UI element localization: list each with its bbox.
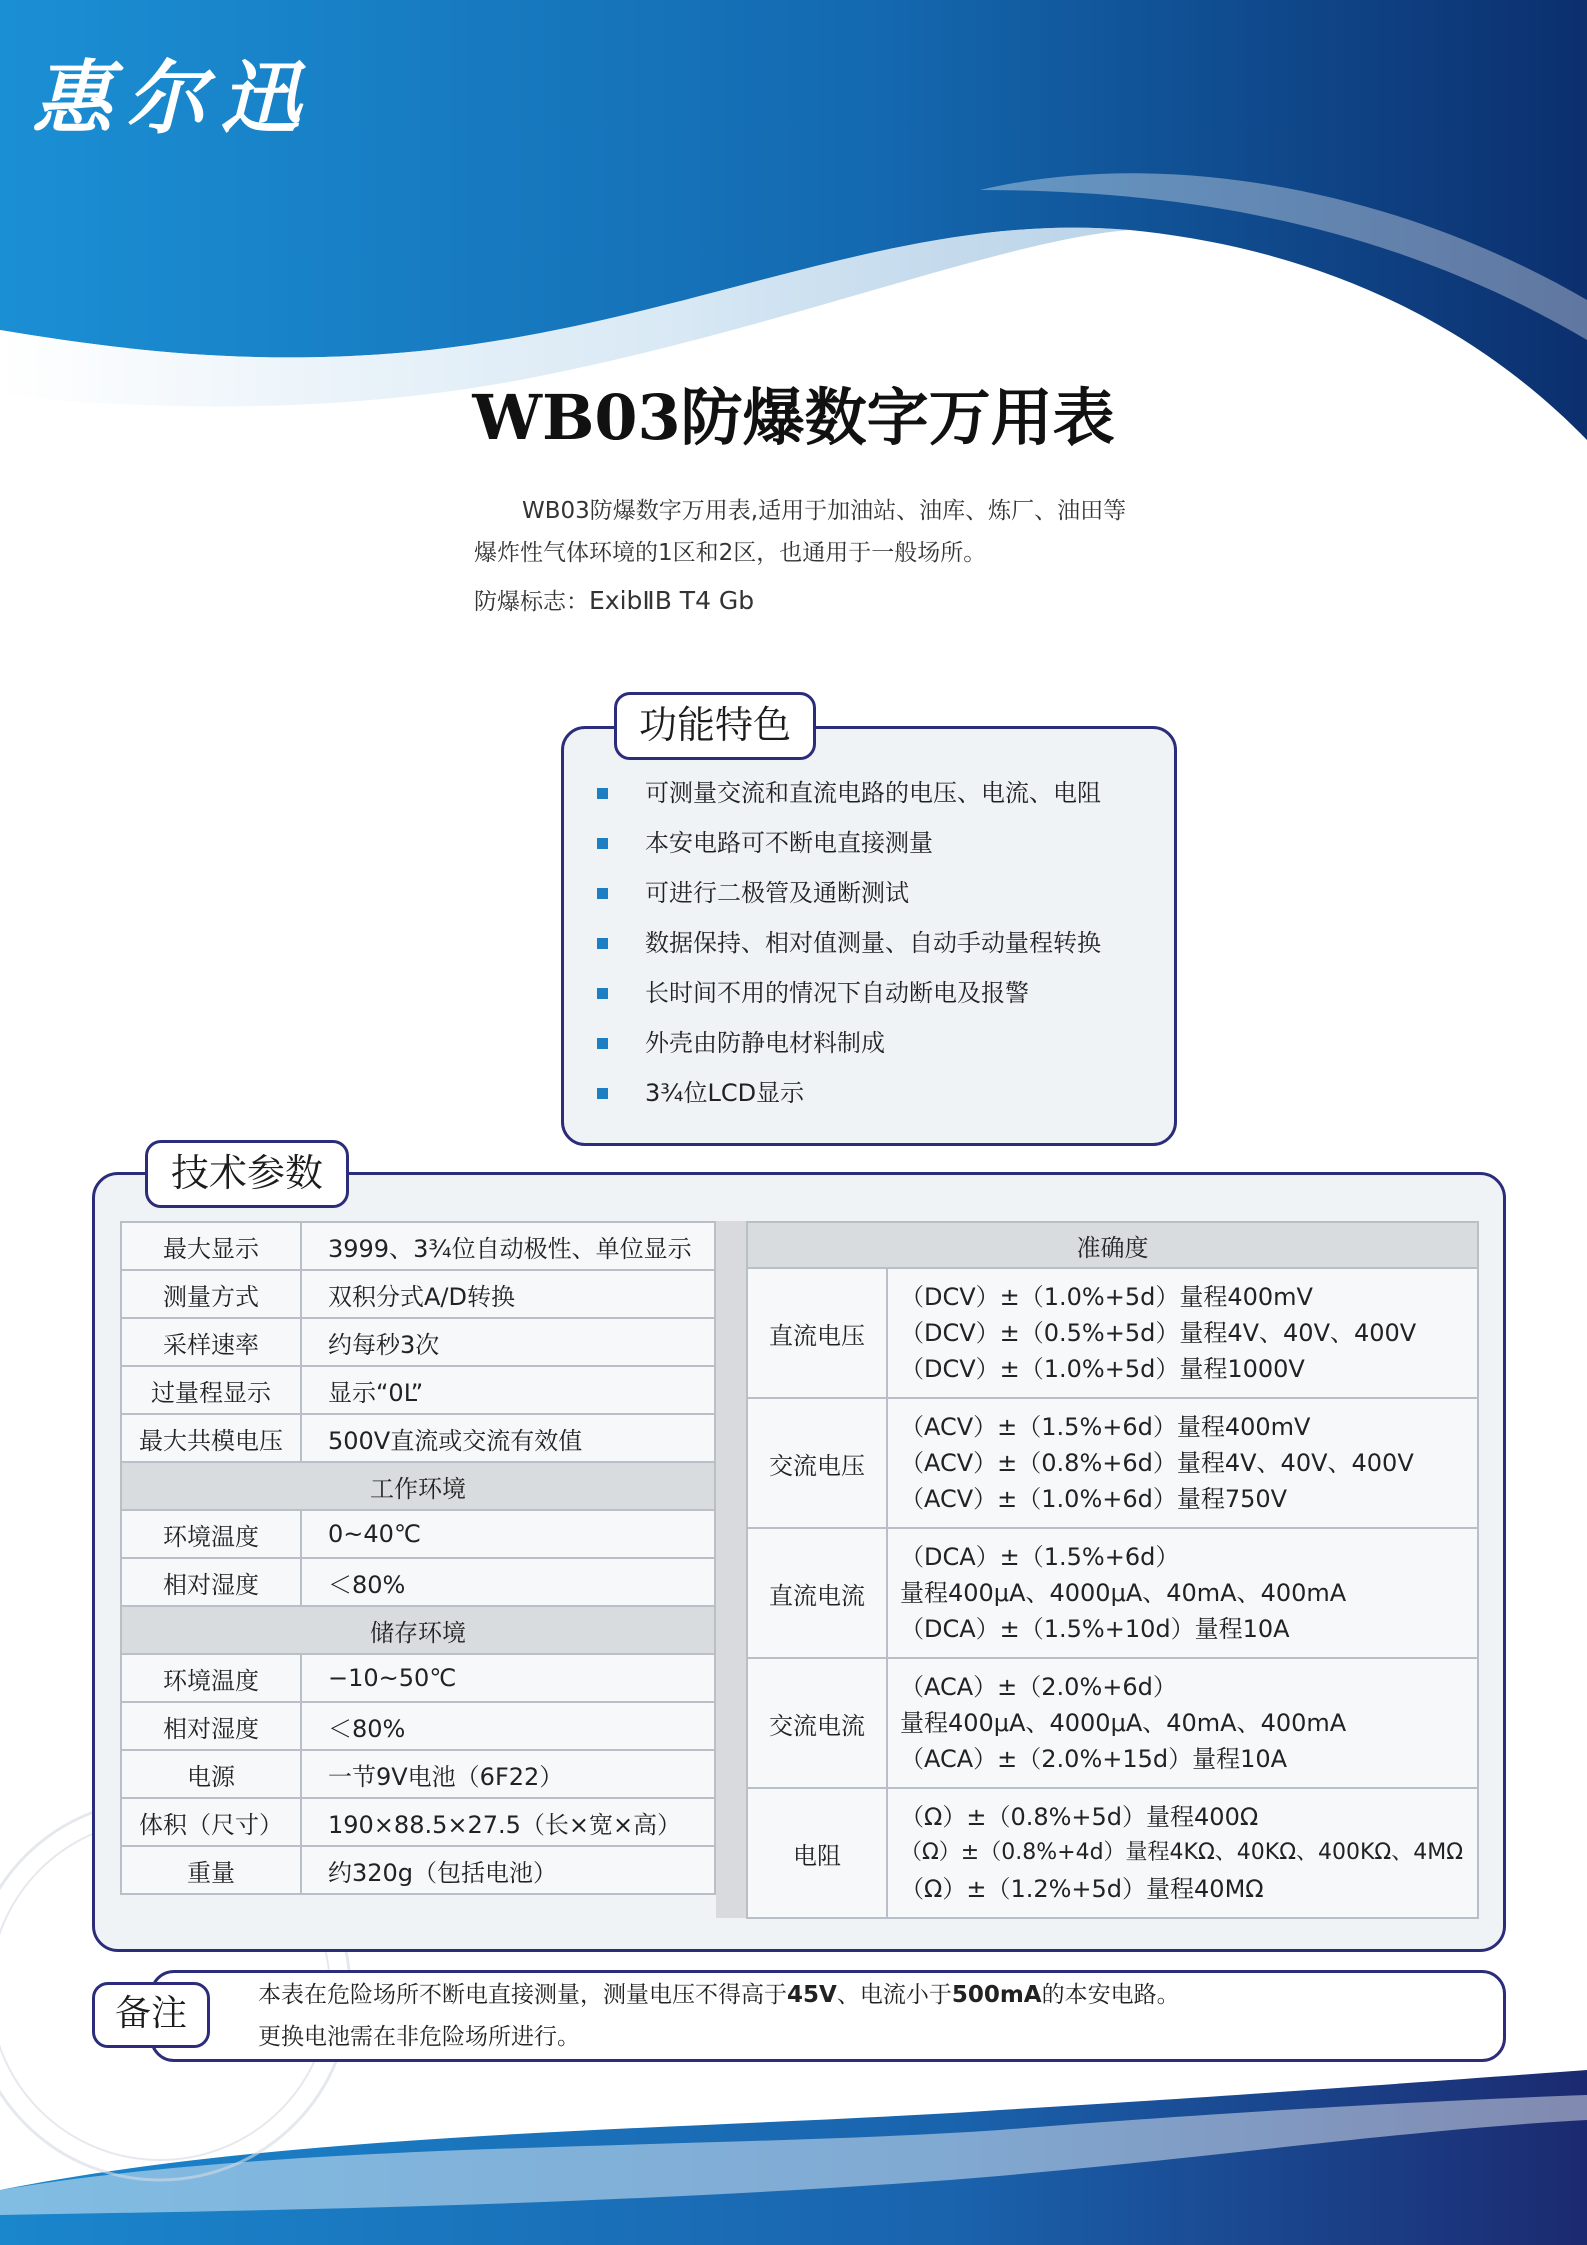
accuracy-values (887, 1268, 1478, 1398)
spec-label: 最大显示 (121, 1222, 301, 1270)
spec-label: 环境温度 (121, 1510, 301, 1558)
specs-heading: 技术参数 (145, 1140, 349, 1208)
table-row (121, 1654, 715, 1702)
table-row (121, 1558, 715, 1606)
accuracy-line: （DCV）±（1.0%+5d）量程1000V (900, 1355, 1305, 1383)
accuracy-values (887, 1398, 1478, 1528)
accuracy-line: （Ω）±（1.2%+5d）量程40MΩ (900, 1875, 1264, 1903)
accuracy-line: （DCV）±（1.0%+5d）量程400mV (900, 1283, 1313, 1311)
spec-value: 约每秒3次 (301, 1318, 715, 1366)
spec-label: 电源 (121, 1750, 301, 1798)
brand-logo: 惠尔迅 (32, 51, 314, 145)
explosion-mark (474, 580, 1234, 623)
table-row (747, 1528, 1478, 1658)
spec-table (120, 1221, 716, 1895)
spec-label: 测量方式 (121, 1270, 301, 1318)
bullet-square-icon (597, 838, 608, 849)
spec-value: −10~50℃ (301, 1654, 715, 1702)
accuracy-category: 直流电压 (747, 1268, 887, 1398)
accuracy-values (887, 1528, 1478, 1658)
notes-text (258, 1974, 1180, 2058)
accuracy-category: 交流电压 (747, 1398, 887, 1528)
spec-value: 190×88.5×27.5（长×宽×高） (301, 1798, 715, 1846)
table-row (121, 1750, 715, 1798)
accuracy-line: （ACA）±（2.0%+15d）量程10A (900, 1745, 1288, 1773)
feature-item: 本安电路可不断电直接测量 (592, 818, 1152, 868)
accuracy-values (887, 1658, 1478, 1788)
accuracy-line: 量程400μA、4000μA、40mA、400mA (900, 1709, 1347, 1737)
table-row (121, 1318, 715, 1366)
spec-label: 环境温度 (121, 1654, 301, 1702)
bullet-square-icon (597, 988, 608, 999)
explosion-mark-label: 防爆标志： (474, 589, 589, 615)
spec-label: 体积（尺寸） (121, 1798, 301, 1846)
spec-value: 约320g（包括电池） (301, 1846, 715, 1894)
table-row (747, 1658, 1478, 1788)
feature-item: 3¾位LCD显示 (592, 1068, 1152, 1118)
spec-label: 相对湿度 (121, 1558, 301, 1606)
notes-heading: 备注 (92, 1982, 210, 2048)
table-row (747, 1398, 1478, 1528)
feature-item: 可进行二极管及通断测试 (592, 868, 1152, 918)
bullet-square-icon (597, 788, 608, 799)
accuracy-category: 电阻 (747, 1788, 887, 1918)
spec-label: 重量 (121, 1846, 301, 1894)
feature-item: 数据保持、相对值测量、自动手动量程转换 (592, 918, 1152, 968)
accuracy-line: （DCA）±（1.5%+6d） (900, 1543, 1180, 1571)
accuracy-line: （DCV）±（0.5%+5d）量程4V、40V、400V (900, 1319, 1417, 1347)
product-intro (474, 490, 1234, 623)
accuracy-line: （ACA）±（2.0%+6d） (900, 1673, 1177, 1701)
bullet-square-icon (597, 1088, 608, 1099)
section-header-working-env: 工作环境 (121, 1462, 715, 1510)
features-heading: 功能特色 (614, 692, 816, 760)
table-row (121, 1366, 715, 1414)
table-section-row (121, 1462, 715, 1510)
accuracy-category: 直流电流 (747, 1528, 887, 1658)
spec-label: 最大共模电压 (121, 1414, 301, 1462)
table-row (121, 1414, 715, 1462)
table-row (121, 1222, 715, 1270)
accuracy-table (746, 1221, 1479, 1919)
note-line-1: 本表在危险场所不断电直接测量，测量电压不得高于45V、电流小于500mA的本安电路。 (258, 1982, 1180, 2008)
spec-value: ＜80% (301, 1558, 715, 1606)
bullet-square-icon (597, 938, 608, 949)
spec-label: 过量程显示 (121, 1366, 301, 1414)
page-title: WB03防爆数字万用表 (472, 381, 1115, 454)
table-row (121, 1702, 715, 1750)
table-row (121, 1270, 715, 1318)
spec-value: 500V直流或交流有效值 (301, 1414, 715, 1462)
table-divider (716, 1221, 746, 1918)
feature-item: 外壳由防静电材料制成 (592, 1018, 1152, 1068)
table-row (121, 1798, 715, 1846)
note-line-2: 更换电池需在非危险场所进行。 (258, 2024, 580, 2050)
table-row (747, 1788, 1478, 1918)
accuracy-header: 准确度 (747, 1222, 1478, 1268)
table-row (747, 1268, 1478, 1398)
accuracy-line: （Ω）±（0.8%+5d）量程400Ω (900, 1803, 1259, 1831)
explosion-mark-code: ExibⅡB T4 Gb (589, 586, 755, 615)
accuracy-line: （ACV）±（0.8%+6d）量程4V、40V、400V (900, 1449, 1414, 1477)
spec-value: 3999、3¾位自动极性、单位显示 (301, 1222, 715, 1270)
spec-value: ＜80% (301, 1702, 715, 1750)
intro-line-1: WB03防爆数字万用表,适用于加油站、油库、炼厂、油田等 (522, 498, 1127, 524)
spec-label: 采样速率 (121, 1318, 301, 1366)
table-header-row (747, 1222, 1478, 1268)
spec-value: 显示“0L” (301, 1366, 715, 1414)
accuracy-category: 交流电流 (747, 1658, 887, 1788)
feature-item: 可测量交流和直流电路的电压、电流、电阻 (592, 768, 1152, 818)
features-list (592, 768, 1152, 1118)
bullet-square-icon (597, 1038, 608, 1049)
accuracy-values (887, 1788, 1478, 1918)
table-row (121, 1510, 715, 1558)
spec-value: 0~40℃ (301, 1510, 715, 1558)
section-header-storage-env: 储存环境 (121, 1606, 715, 1654)
accuracy-line: （ACV）±（1.5%+6d）量程400mV (900, 1413, 1311, 1441)
table-row (121, 1846, 715, 1894)
spec-value: 双积分式A/D转换 (301, 1270, 715, 1318)
bullet-square-icon (597, 888, 608, 899)
spec-value: 一节9V电池（6F22） (301, 1750, 715, 1798)
intro-line-2: 爆炸性气体环境的1区和2区，也通用于一般场所。 (474, 540, 987, 566)
feature-item: 长时间不用的情况下自动断电及报警 (592, 968, 1152, 1018)
accuracy-line: （DCA）±（1.5%+10d）量程10A (900, 1615, 1290, 1643)
accuracy-line: 量程400μA、4000μA、40mA、400mA (900, 1579, 1347, 1607)
accuracy-line: （ACV）±（1.0%+6d）量程750V (900, 1485, 1288, 1513)
spec-label: 相对湿度 (121, 1702, 301, 1750)
table-section-row (121, 1606, 715, 1654)
accuracy-line: （Ω）±（0.8%+4d）量程4KΩ、40KΩ、400KΩ、4MΩ (900, 1840, 1464, 1865)
